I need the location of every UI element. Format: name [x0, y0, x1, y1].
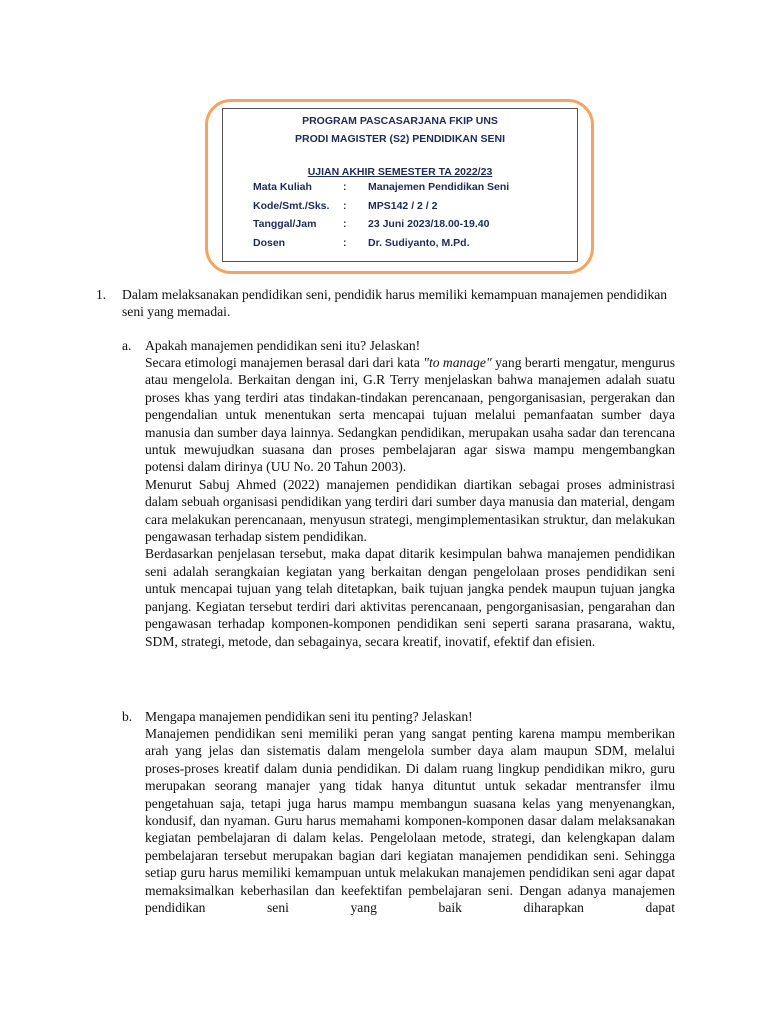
answer-text: Secara etimologi manajemen berasal dari dari kata	[145, 355, 424, 370]
header-row-value: Manajemen Pendidikan Seni	[368, 181, 510, 193]
header-row-label: Dosen	[253, 237, 286, 249]
answer-text: yang berarti mengatur, mengurus atau mengelola. Berkaitan dengan ini, G.R Terry menjelaskan bahwa manajemen adalah suatu proses khas yang terdiri atas tindakan-tindakan perencanaan, pengorganisasian, pergerakan dan pengendalian untuk menentukan serta mencapai tujuan melalui pemanfaatan sumber daya manusia dan sumber daya lainnya. Sedangkan pendidikan, merupakan usaha sadar dan terencana untuk mewujudkan suasana dan proses pembelajaran agar siswa mampu mengembangkan potensi dalam dirinya (UU No. 20 Tahun 2003).	[145, 355, 675, 475]
header-row-mata-kuliah	[253, 181, 509, 193]
answer-a-paragraph-2: Menurut Sabuj Ahmed (2022) manajemen pendidikan diartikan sebagai proses administrasi dalam sebuah organisasi pendidikan yang terdiri dari sumber daya manusia dan material, dengam cara melakukan perencanaan, menyusun strategi, mengimplementasikan struktur, dan melakukan pengawasan terhadap sistem pendidikan.	[145, 476, 675, 545]
sub-question-letter-a: a.	[122, 338, 132, 353]
answer-a	[145, 354, 675, 650]
prodi-title: PRODI MAGISTER (S2) PENDIDIKAN SENI	[294, 133, 506, 145]
sub-question-b: Mengapa manajemen pendidikan seni itu penting? Jelaskan!	[145, 709, 473, 724]
header-row-kode	[253, 200, 437, 212]
header-row-value: MPS142 / 2 / 2	[368, 200, 438, 212]
header-row-dosen	[253, 237, 470, 249]
header-row-value: Dr. Sudiyanto, M.Pd.	[368, 237, 470, 249]
header-row-sep: :	[343, 218, 347, 230]
header-row-sep: :	[343, 237, 347, 249]
question-number: 1.	[96, 287, 107, 302]
sub-question-letter-b: b.	[122, 709, 133, 724]
header-row-sep: :	[343, 200, 347, 212]
answer-a-paragraph-3: Berdasarkan penjelasan tersebut, maka dapat ditarik kesimpulan bahwa manajemen pendidikan seni adalah serangkaian kegiatan yang berkaitan dengan pengelolaan proses pendidikan seni untuk mencapai tujuan yang telah ditetapkan, baik tujuan jangka pendek maupun tujuan jangka panjang. Kegiatan tersebut terdiri dari aktivitas perencanaan, pengorganisasian, pengarahan dan pengawasan terhadap komponen-komponen pendidikan seni seperti sarana prasarana, waktu, SDM, strategi, metode, dan sebagainya, secara kreatif, inovatif, efektif dan efisien.	[145, 546, 675, 649]
header-row-label: Mata Kuliah	[253, 181, 312, 193]
quoted-term: "to manage"	[423, 355, 492, 370]
answer-b-paragraph-1: Manajemen pendidikan seni memiliki peran yang sangat penting karena mampu memberikan arah yang jelas dan sistematis dalam mengelola sumber daya alam maupun SDM, melalui proses-proses kreatif dalam dunia pendidikan. Di dalam ruang lingkup pendidikan mikro, guru merupakan seorang manajer yang tidak hanya dituntut untuk sekadar mentransfer ilmu pengetahuan saja, tetapi juga harus mampu membangun suasana kelas yang menyenangkan, kondusif, dan nyaman. Guru harus memahami komponen-komponen dasar dalam melaksanakan kegiatan pembelajaran di dalam kelas. Pengelolaan metode, strategi, dan kelengkapan dalam pembelajaran tersebut merupakan bagian dari kegiatan manajemen pendidikan seni. Sehingga setiap guru harus memiliki kemampuan untuk melakukan manajemen pendidikan seni agar dapat memaksimalkan keberhasilan dan keefektifan pembelajaran seni. Dengan adanya manajemen pendidikan seni yang baik diharapkan dapat	[145, 726, 675, 916]
exam-header	[222, 108, 578, 262]
header-row-value: 23 Juni 2023/18.00-19.40	[368, 218, 490, 230]
answer-b	[145, 725, 675, 916]
question-text: Dalam melaksanakan pendidikan seni, pendidik harus memiliki kemampuan manajemen pendidikan seni yang memadai.	[122, 287, 668, 320]
answer-a-paragraph-1	[145, 354, 675, 476]
header-row-sep: :	[343, 181, 347, 193]
header-row-label: Tanggal/Jam	[253, 218, 317, 230]
exam-title: UJIAN AKHIR SEMESTER TA 2022/23	[307, 166, 493, 178]
header-row-tanggal	[253, 218, 489, 230]
sub-question-a: Apakah manajemen pendidikan seni itu? Jelaskan!	[145, 338, 421, 353]
program-title: PROGRAM PASCASARJANA FKIP UNS	[302, 115, 498, 127]
header-row-label: Kode/Smt./Sks.	[253, 200, 330, 212]
